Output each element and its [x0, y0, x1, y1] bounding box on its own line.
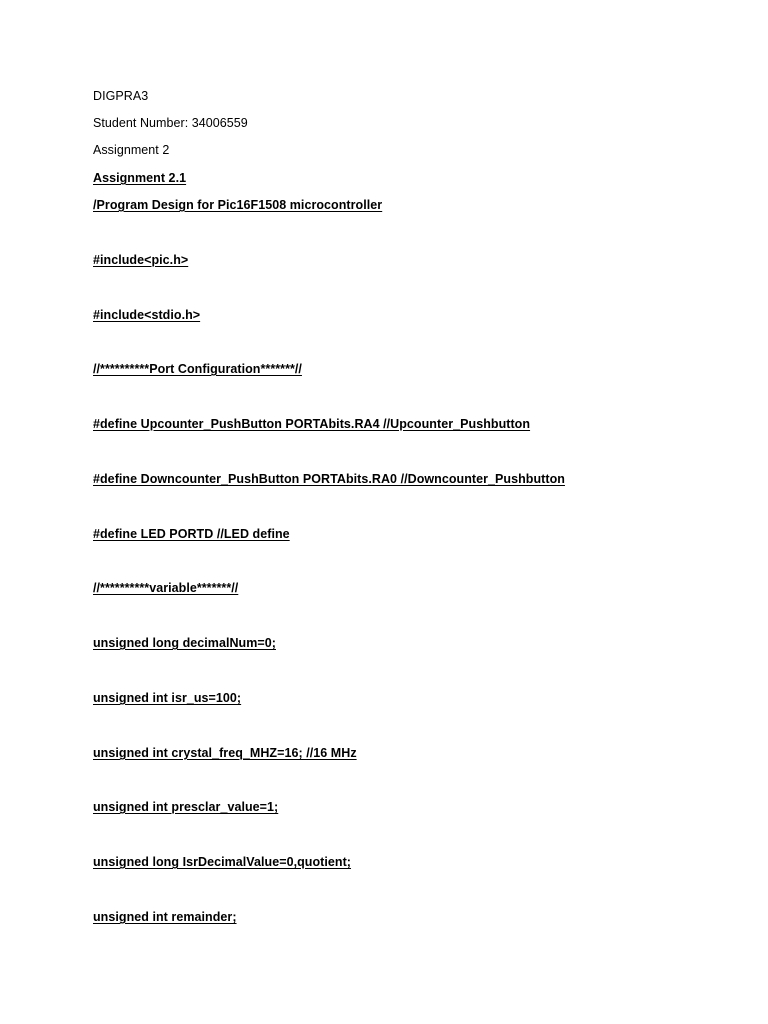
assignment-title: Assignment 2: [93, 143, 170, 157]
section-subtitle: /Program Design for Pic16F1508 microcontroller: [93, 198, 383, 212]
code-line: #define LED PORTD //LED define: [93, 527, 290, 541]
code-line: #include<pic.h>: [93, 253, 189, 267]
code-line: unsigned int remainder;: [93, 910, 237, 924]
code-comment: //**********variable*******//: [93, 581, 239, 595]
student-number: Student Number: 34006559: [93, 116, 248, 130]
course-code: DIGPRA3: [93, 89, 149, 103]
code-line: unsigned long IsrDecimalValue=0,quotient;: [93, 855, 352, 869]
code-line: #define Downcounter_PushButton PORTAbits.RA0 //Downcounter_Pushbutton: [93, 472, 565, 486]
code-line: unsigned int crystal_freq_MHZ=16; //16 MHz: [93, 746, 357, 760]
code-line: #define Upcounter_PushButton PORTAbits.RA4 //Upcounter_Pushbutton: [93, 417, 531, 431]
code-line: unsigned long decimalNum=0;: [93, 636, 276, 650]
code-comment: //**********Port Configuration*******//: [93, 362, 302, 376]
code-line: #include<stdio.h>: [93, 308, 201, 322]
code-line: unsigned int isr_us=100;: [93, 691, 242, 705]
code-line: unsigned int presclar_value=1;: [93, 800, 279, 814]
section-heading: Assignment 2.1: [93, 171, 187, 185]
